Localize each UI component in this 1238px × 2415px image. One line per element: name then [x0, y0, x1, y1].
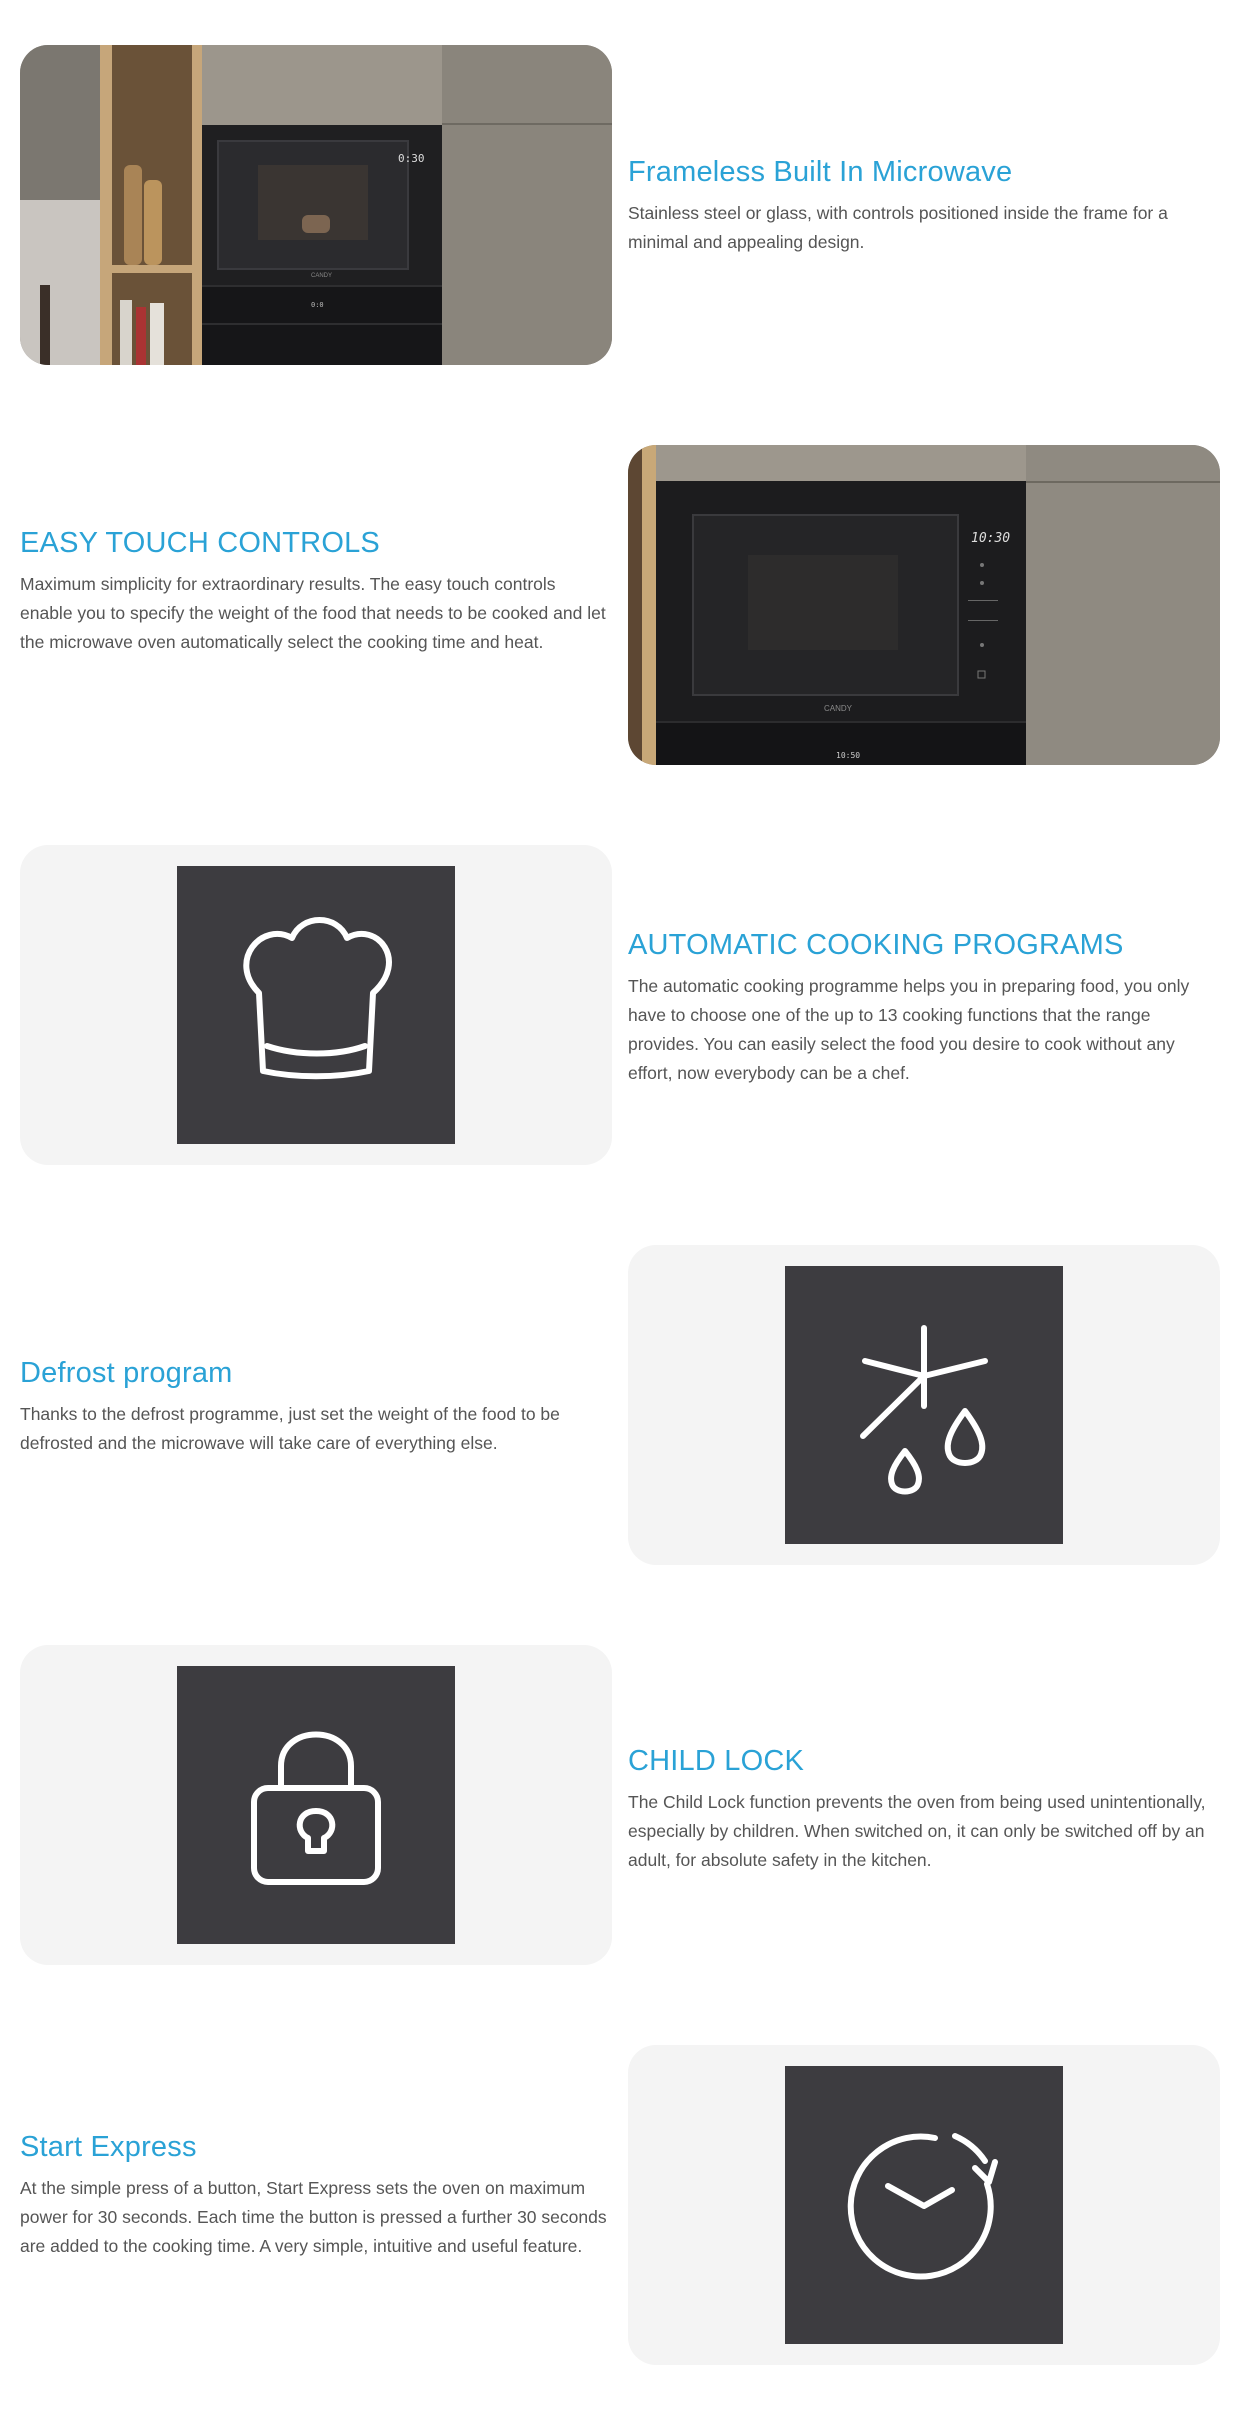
feature-title: AUTOMATIC COOKING PROGRAMS	[628, 929, 1124, 961]
padlock-icon-box	[177, 1666, 455, 1944]
padlock-icon	[177, 1666, 455, 1944]
microwave-brand-text: CANDY	[311, 273, 333, 279]
feature-description: At the simple press of a button, Start Express sets the oven on maximum power for 30 seconds. Each time the button is pressed a further 30 seconds are added to the cooking time. A very simple, intuitive and useful feature.	[20, 2178, 607, 2256]
defrost-icon	[785, 1266, 1063, 1544]
feature-description: Stainless steel or glass, with controls positioned inside the frame for a minimal and appealing design.	[628, 203, 1168, 252]
kitchen-microwave-photo	[20, 45, 612, 365]
feature-frameless	[628, 156, 1220, 257]
microwave-display-text: 10:30	[971, 531, 1011, 546]
feature-start-express	[20, 2131, 612, 2261]
oven-display-text: 10:50	[836, 751, 861, 760]
microwave-display-text: 0:30	[398, 152, 425, 165]
feature-child-lock	[628, 1745, 1220, 1875]
feature-title: Defrost program	[20, 1357, 233, 1389]
chef-hat-icon	[177, 866, 455, 1144]
padlock-card	[20, 1645, 612, 1965]
chef-hat-card	[20, 845, 612, 1165]
chef-hat-icon-box	[177, 866, 455, 1144]
clock-card	[628, 2045, 1220, 2365]
clock-icon-box	[785, 2066, 1063, 2344]
feature-description: Thanks to the defrost programme, just set the weight of the food to be defrosted and the microwave will take care of everything else.	[20, 1404, 560, 1453]
defrost-icon-box	[785, 1266, 1063, 1544]
clock-refresh-icon	[785, 2066, 1063, 2344]
feature-description: Maximum simplicity for extraordinary results. The easy touch controls enable you to specify the weight of the food that needs to be cooked and let the microwave oven automatically select the cooking time and heat.	[20, 574, 606, 652]
feature-auto-cooking	[628, 929, 1220, 1088]
defrost-card	[628, 1245, 1220, 1565]
feature-easy-touch	[20, 527, 612, 657]
feature-title: CHILD LOCK	[628, 1745, 805, 1777]
feature-title: Start Express	[20, 2131, 197, 2163]
feature-title: EASY TOUCH CONTROLS	[20, 527, 380, 559]
microwave-brand-text: CANDY	[824, 704, 853, 713]
feature-description: The automatic cooking programme helps you in preparing food, you only have to choose one of the up to 13 cooking functions that the range provides. You can easily select the food you desire to cook without any effort, now everybody can be a chef.	[628, 976, 1190, 1083]
feature-title: Frameless Built In Microwave	[628, 156, 1013, 188]
feature-description: The Child Lock function prevents the oven from being used unintentionally, especially by children. When switched on, it can only be switched off by an adult, for absolute safety in the kitchen.	[628, 1792, 1206, 1870]
microwave-closeup-photo	[628, 445, 1220, 765]
oven-display-text: 0:0	[311, 301, 324, 309]
feature-defrost	[20, 1357, 612, 1458]
